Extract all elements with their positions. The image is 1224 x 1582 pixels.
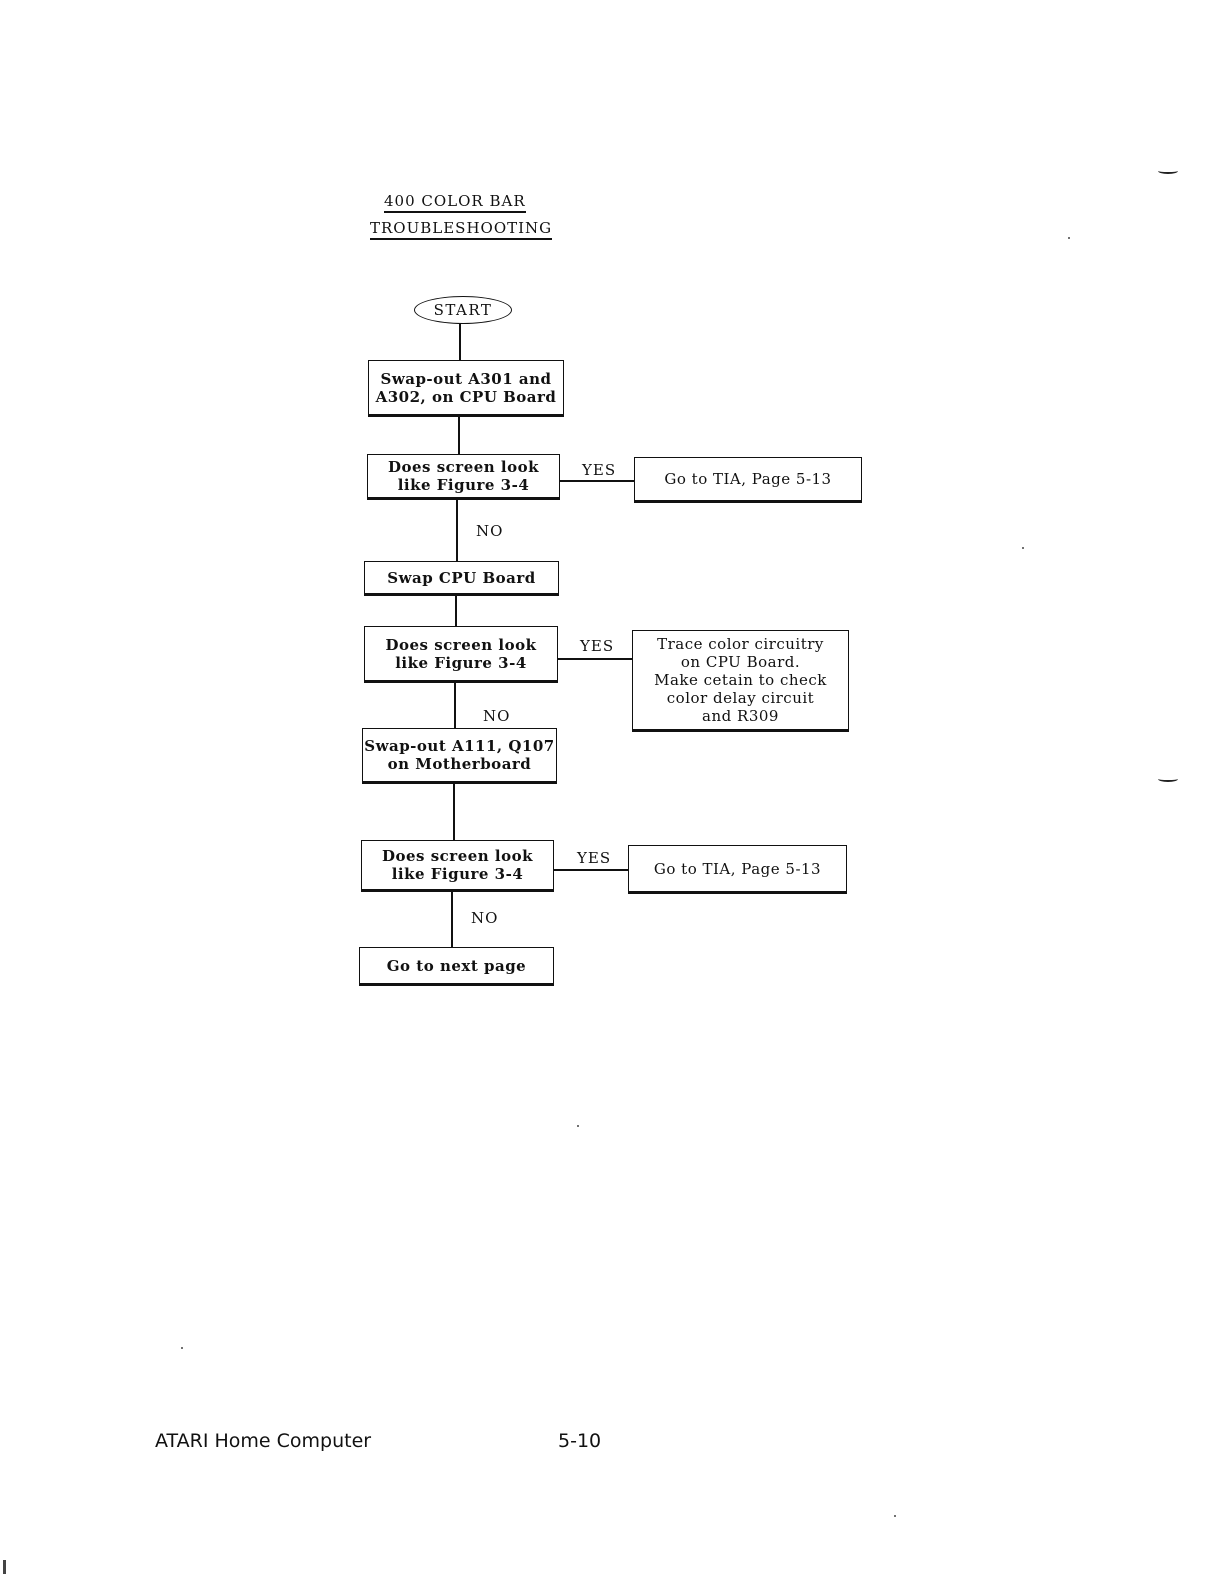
step-swap-a301-a302: Swap-out A301 and A302, on CPU Board	[368, 360, 564, 417]
connector-decision1-no	[456, 500, 458, 561]
step-swap-cpu-board: Swap CPU Board	[364, 561, 559, 596]
connector-step3-decision3	[453, 784, 455, 840]
scan-dot	[181, 1347, 183, 1349]
no-label-3: NO	[471, 909, 499, 927]
action-go-to-tia-1: Go to TIA, Page 5-13	[634, 457, 862, 503]
diagram-title-line1: 400 COLOR BAR	[384, 192, 526, 213]
connector-decision3-no	[451, 892, 453, 947]
connector-step2-decision2	[455, 596, 457, 626]
decision-figure-check-3: Does screen look like Figure 3-4	[361, 840, 554, 892]
end-go-to-next-page: Go to next page	[359, 947, 554, 986]
scan-dot	[1022, 547, 1024, 549]
connector-decision2-yes	[558, 658, 633, 660]
connector-decision3-yes	[554, 869, 629, 871]
decision-figure-check-1: Does screen look like Figure 3-4	[367, 454, 560, 500]
footer-brand: ATARI Home Computer	[155, 1430, 372, 1452]
page-number: 5-10	[558, 1430, 602, 1452]
diagram-title-line2: TROUBLESHOOTING	[370, 219, 552, 240]
yes-label-2: YES	[580, 637, 615, 655]
no-label-1: NO	[476, 522, 504, 540]
scan-mark-top	[1158, 168, 1178, 174]
connector-decision1-yes	[560, 480, 635, 482]
yes-label-3: YES	[577, 849, 612, 867]
start-node: START	[414, 296, 512, 324]
action-trace-color-circuitry: Trace color circuitry on CPU Board. Make cetain to check color delay circuit and R309	[632, 630, 849, 732]
connector-step1-decision1	[458, 417, 460, 454]
scan-dot	[577, 1125, 579, 1127]
yes-label-1: YES	[582, 461, 617, 479]
connector-start-step1	[459, 324, 461, 360]
action-go-to-tia-3: Go to TIA, Page 5-13	[628, 845, 847, 894]
scan-dot	[3, 1560, 6, 1574]
scan-mark-middle	[1158, 776, 1178, 782]
step-swap-a111-q107: Swap-out A111, Q107 on Motherboard	[362, 728, 557, 784]
scan-dot	[894, 1515, 896, 1517]
decision-figure-check-2: Does screen look like Figure 3-4	[364, 626, 558, 683]
scan-dot	[1068, 237, 1070, 239]
no-label-2: NO	[483, 707, 511, 725]
connector-decision2-no	[454, 683, 456, 728]
